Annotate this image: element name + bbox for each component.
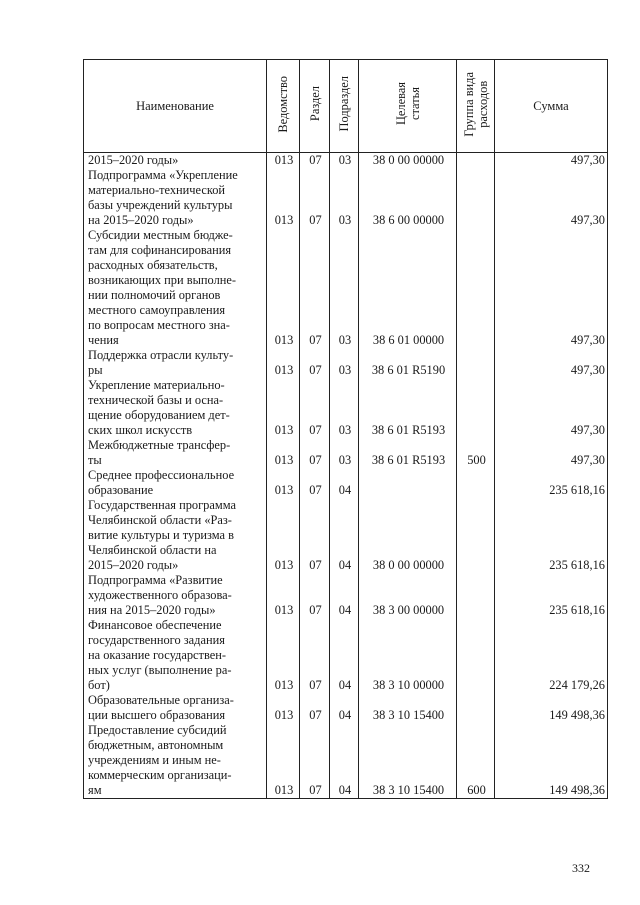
row-name: Финансовое обеспечение государственного задания на оказание государствен- ных услуг (выполнение ра- бот) — [84, 618, 267, 693]
table-row — [84, 468, 608, 498]
row-group: 500 — [457, 438, 495, 468]
row-section: 07 — [300, 693, 330, 723]
row-target: 38 3 10 15400 — [359, 693, 457, 723]
row-subsection: 03 — [330, 153, 359, 169]
row-subsection: 03 — [330, 348, 359, 378]
row-dept: 013 — [267, 348, 300, 378]
row-section: 07 — [300, 168, 330, 228]
row-dept: 013 — [267, 573, 300, 618]
row-sum: 149 498,36 — [495, 723, 608, 799]
row-name: Поддержка отрасли культу- ры — [84, 348, 267, 378]
row-group — [457, 378, 495, 438]
row-name: Подпрограмма «Укрепление материально-технической базы учреждений культуры на 2015–2020 годы» — [84, 168, 267, 228]
row-name: Укрепление материально- технической базы и осна- щение оборудованием дет- ских школ искусств — [84, 378, 267, 438]
row-sum: 235 618,16 — [495, 573, 608, 618]
row-section: 07 — [300, 348, 330, 378]
row-group — [457, 168, 495, 228]
header-name: Наименование — [84, 60, 267, 153]
row-dept: 013 — [267, 498, 300, 573]
row-subsection: 03 — [330, 228, 359, 348]
row-name: Государственная программа Челябинской области «Раз- витие культуры и туризма в Челябинской области на 2015–2020 годы» — [84, 498, 267, 573]
table-header-row — [84, 60, 608, 153]
row-section: 07 — [300, 498, 330, 573]
page-number: 332 — [572, 861, 590, 875]
row-group — [457, 618, 495, 693]
row-group: 600 — [457, 723, 495, 799]
row-sum: 497,30 — [495, 168, 608, 228]
row-dept: 013 — [267, 468, 300, 498]
row-target: 38 3 10 15400 — [359, 723, 457, 799]
row-subsection: 04 — [330, 693, 359, 723]
header-section: Раздел — [300, 60, 330, 153]
row-section: 07 — [300, 378, 330, 438]
row-section: 07 — [300, 618, 330, 693]
header-subsection: Подраздел — [330, 60, 359, 153]
budget-table — [83, 59, 608, 799]
table-row — [84, 693, 608, 723]
header-sum: Сумма — [495, 60, 608, 153]
header-group: Группа вида расходов — [457, 60, 495, 153]
row-group — [457, 228, 495, 348]
row-subsection: 04 — [330, 498, 359, 573]
row-section: 07 — [300, 153, 330, 169]
row-group — [457, 348, 495, 378]
row-dept: 013 — [267, 228, 300, 348]
row-name: Среднее профессиональное образование — [84, 468, 267, 498]
row-section: 07 — [300, 438, 330, 468]
table-row — [84, 498, 608, 573]
row-target: 38 6 01 R5193 — [359, 438, 457, 468]
row-name: 2015–2020 годы» — [84, 153, 267, 169]
table-row — [84, 723, 608, 799]
row-sum: 497,30 — [495, 228, 608, 348]
row-group — [457, 573, 495, 618]
row-target: 38 0 00 00000 — [359, 153, 457, 169]
row-name: Предоставление субсидий бюджетным, автономным учреждениям и иным не- коммерческим организаци- ям — [84, 723, 267, 799]
table-row — [84, 438, 608, 468]
header-dept: Ведомство — [267, 60, 300, 153]
row-target: 38 3 10 00000 — [359, 618, 457, 693]
row-dept: 013 — [267, 438, 300, 468]
row-sum: 149 498,36 — [495, 693, 608, 723]
row-section: 07 — [300, 573, 330, 618]
row-subsection: 03 — [330, 168, 359, 228]
row-target: 38 6 00 00000 — [359, 168, 457, 228]
row-group — [457, 498, 495, 573]
row-sum: 497,30 — [495, 348, 608, 378]
header-target: Целевая статья — [359, 60, 457, 153]
row-subsection: 04 — [330, 618, 359, 693]
row-subsection: 03 — [330, 438, 359, 468]
row-dept: 013 — [267, 693, 300, 723]
row-sum: 235 618,16 — [495, 498, 608, 573]
row-subsection: 04 — [330, 468, 359, 498]
row-name: Подпрограмма «Развитие художественного образова- ния на 2015–2020 годы» — [84, 573, 267, 618]
row-target — [359, 468, 457, 498]
table-row — [84, 153, 608, 169]
row-section: 07 — [300, 468, 330, 498]
row-name: Субсидии местным бюдже- там для софинансирования расходных обязательств, возникающих при выполне- нии полномочий органов местного самоуправления по вопросам местного зна- чения — [84, 228, 267, 348]
table-body — [84, 153, 608, 799]
row-dept: 013 — [267, 153, 300, 169]
row-target: 38 6 01 R5193 — [359, 378, 457, 438]
row-group — [457, 693, 495, 723]
table-row — [84, 378, 608, 438]
table-row — [84, 168, 608, 228]
row-target: 38 6 01 00000 — [359, 228, 457, 348]
row-sum: 235 618,16 — [495, 468, 608, 498]
row-sum: 224 179,26 — [495, 618, 608, 693]
row-target: 38 0 00 00000 — [359, 498, 457, 573]
row-target: 38 6 01 R5190 — [359, 348, 457, 378]
row-subsection: 04 — [330, 573, 359, 618]
table-row — [84, 348, 608, 378]
row-dept: 013 — [267, 723, 300, 799]
row-section: 07 — [300, 723, 330, 799]
row-dept: 013 — [267, 168, 300, 228]
row-dept: 013 — [267, 378, 300, 438]
row-group — [457, 153, 495, 169]
row-section: 07 — [300, 228, 330, 348]
row-group — [457, 468, 495, 498]
row-target: 38 3 00 00000 — [359, 573, 457, 618]
table-row — [84, 228, 608, 348]
row-name: Образовательные организа- ции высшего образования — [84, 693, 267, 723]
table-row — [84, 573, 608, 618]
row-sum: 497,30 — [495, 438, 608, 468]
row-subsection: 03 — [330, 378, 359, 438]
row-name: Межбюджетные трансфер- ты — [84, 438, 267, 468]
row-dept: 013 — [267, 618, 300, 693]
row-subsection: 04 — [330, 723, 359, 799]
table-row — [84, 618, 608, 693]
row-sum: 497,30 — [495, 153, 608, 169]
row-sum: 497,30 — [495, 378, 608, 438]
